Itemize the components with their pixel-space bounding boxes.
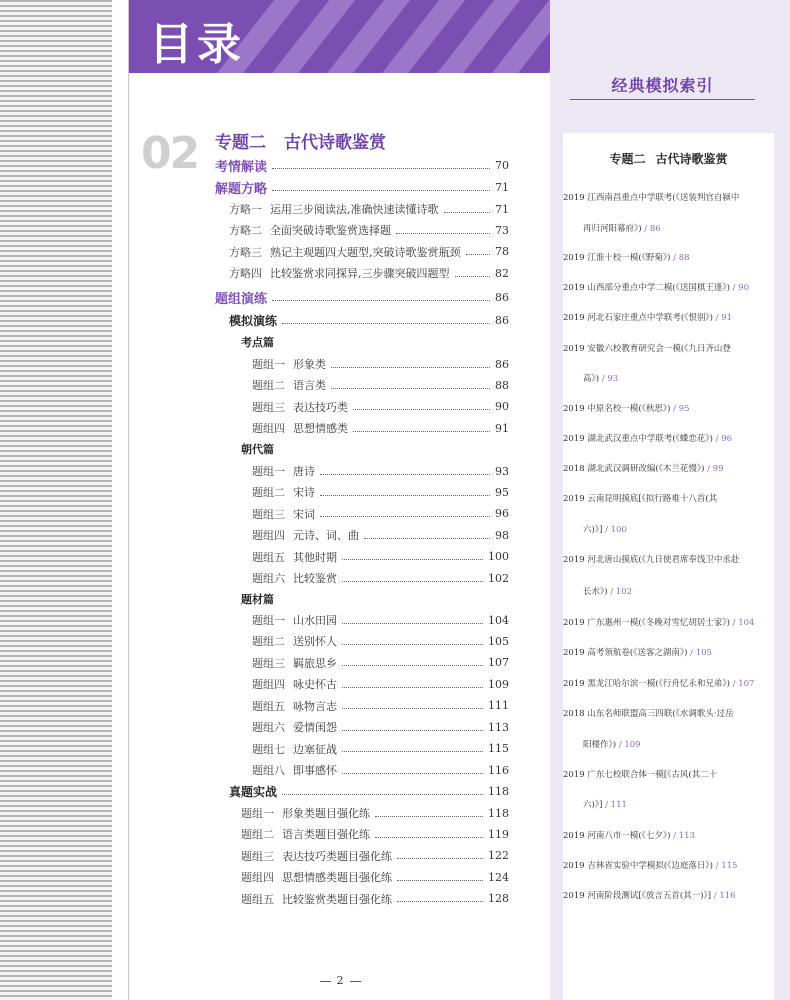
toc-group-text: 思想情感类题目强化练	[282, 871, 392, 885]
index-entry-page: / 96	[712, 434, 733, 444]
toc-subsection-label: 真题实战	[229, 784, 278, 799]
toc-group-label: 题组五	[252, 699, 285, 713]
toc-group-text: 语言类题目强化练	[282, 828, 370, 842]
dot-leader	[353, 409, 490, 410]
toc-group-text: 其他时期	[293, 550, 337, 564]
index-entry[interactable]	[563, 192, 763, 205]
dot-leader	[282, 323, 490, 324]
page-number: 2	[336, 974, 344, 987]
index-entry-text: 2018 湖北武汉调研改编(《木兰花慢》)	[563, 464, 705, 474]
toc-page-number: 105	[488, 634, 509, 648]
toc-entry-group[interactable]	[252, 547, 509, 567]
index-entry-text: 2019 江西南昌重点中学联考(《送装判官自颍中	[563, 193, 740, 203]
dot-leader	[320, 474, 490, 475]
page-title: 目录	[149, 19, 245, 70]
toc-part-chaodai: 朝代篇	[241, 443, 274, 456]
toc-entry-group[interactable]	[252, 760, 509, 780]
toc-group-label: 题组五	[252, 550, 285, 564]
toc-strategy-label: 方略三	[229, 245, 262, 259]
index-entry[interactable]	[563, 252, 763, 265]
index-entry-page: / 107	[729, 679, 755, 689]
toc-page-number: 104	[488, 613, 509, 627]
index-entry[interactable]	[563, 433, 763, 446]
toc-strategy-label: 方略二	[229, 224, 262, 238]
toc-group-text: 表达技巧类题目强化练	[282, 849, 392, 863]
index-entry-text: 2019 河北石家庄重点中学联考(《恨别》)	[563, 313, 713, 323]
index-entry-page: / 104	[729, 618, 755, 628]
index-panel	[550, 0, 790, 1000]
index-entry-text: 再归河阳幕府》)	[583, 224, 642, 234]
index-entry[interactable]	[563, 463, 763, 476]
toc-group-label: 题组四	[252, 529, 285, 543]
index-entry-text: 2019 河北唐山摸底(《九日使君席奉饯卫中丞赴	[563, 555, 740, 565]
index-entry-page: / 111	[602, 800, 627, 810]
toc-entry-group[interactable]	[252, 397, 509, 417]
toc-strategy-text: 熟记主观题四大题型,突破诗歌鉴赏瓶颈	[270, 245, 461, 259]
index-entry-page: / 100	[602, 525, 627, 535]
toc-entry-group[interactable]	[241, 824, 509, 844]
toc-group-label: 题组一	[252, 358, 285, 371]
toc-page-number: 98	[495, 528, 509, 542]
index-entry-page: / 90	[729, 283, 750, 293]
index-entry[interactable]	[583, 799, 783, 812]
toc-group-text: 送别怀人	[293, 635, 337, 649]
index-entry-page: / 115	[712, 861, 738, 871]
toc-entry-group[interactable]	[252, 375, 509, 395]
toc-entry-group[interactable]	[252, 717, 509, 737]
dot-leader	[444, 212, 491, 213]
binding-gap	[112, 0, 128, 1000]
index-entry-text: 2019 江淮十校一模(《野菊》)	[563, 253, 671, 263]
toc-entry-group[interactable]	[252, 739, 509, 759]
toc-entry-group[interactable]	[252, 354, 509, 374]
toc-page-number: 88	[495, 378, 509, 392]
toc-group-label: 题组二	[241, 828, 274, 842]
index-entry-text: 2019 高考领航卷(《送客之湖南》)	[563, 648, 688, 658]
index-entry-text: 2019 黑龙江哈尔滨一模(《行舟忆永和兄弟》)	[563, 679, 730, 689]
index-entry-page: / 109	[616, 740, 641, 750]
toc-group-text: 思想情感类	[293, 422, 348, 436]
index-entry-page: / 91	[712, 313, 733, 323]
index-entry-text: 六)》]	[583, 800, 603, 810]
dot-leader	[397, 880, 483, 881]
dot-leader	[375, 837, 483, 838]
index-entry-page: / 95	[670, 404, 690, 414]
dot-leader	[282, 794, 483, 795]
toc-page-number: 118	[488, 784, 509, 798]
index-entry-page: / 113	[670, 831, 695, 841]
toc-page-number: 93	[495, 464, 509, 478]
toc-entry-group[interactable]	[252, 674, 509, 694]
toc-page-number: 115	[488, 742, 509, 756]
toc-entry-group[interactable]	[241, 889, 509, 909]
index-entry[interactable]	[563, 860, 763, 873]
index-entry[interactable]	[583, 524, 783, 537]
title-banner	[129, 0, 551, 73]
toc-page-number: 113	[488, 720, 509, 734]
index-entry-text: 2019 广东七校联合体一模[《古风(其二十	[563, 770, 718, 780]
dot-leader	[342, 773, 483, 774]
dot-leader	[375, 816, 483, 817]
index-entry[interactable]	[563, 403, 763, 416]
index-topic-name: 古代诗歌鉴赏	[655, 152, 728, 166]
toc-group-label: 题组六	[252, 721, 285, 735]
index-entry[interactable]	[563, 493, 763, 506]
index-entry-page: / 88	[670, 253, 690, 263]
toc-group-text: 形象类	[293, 358, 326, 371]
index-entry-page: / 99	[704, 464, 724, 474]
toc-page-number: 111	[488, 699, 509, 713]
dot-leader	[342, 623, 483, 624]
index-entry[interactable]	[563, 830, 763, 843]
toc-group-text: 咏物言志	[293, 699, 337, 713]
toc-group-label: 题组一	[241, 807, 274, 820]
index-entry[interactable]	[563, 769, 763, 782]
toc-group-text: 元诗、词、曲	[293, 529, 359, 543]
index-entry-text: 2019 山西部分重点中学二模(《送国棋王逢》)	[563, 283, 730, 293]
toc-entry-group[interactable]	[252, 631, 509, 651]
toc-group-label: 题组二	[252, 486, 285, 500]
index-entry[interactable]	[563, 678, 763, 691]
toc-part-kaodian: 考点篇	[241, 336, 274, 349]
toc-page-number: 102	[488, 571, 509, 585]
toc-page-number: 116	[488, 763, 509, 777]
toc-page-number: 122	[488, 849, 509, 863]
toc-page-number: 128	[488, 892, 509, 906]
toc-page-number: 118	[488, 806, 509, 820]
dot-leader	[342, 559, 483, 560]
toc-entry-group[interactable]	[252, 610, 509, 630]
index-entry[interactable]	[583, 739, 783, 752]
toc-section-label: 考情解读	[215, 159, 268, 175]
toc-group-text: 爱情闺怨	[293, 721, 337, 735]
toc-group-text: 山水田园	[293, 614, 337, 627]
toc-entry-group[interactable]	[252, 568, 509, 588]
dot-leader	[272, 190, 490, 191]
toc-group-text: 宋词	[293, 507, 315, 521]
toc-group-label: 题组三	[241, 849, 274, 863]
index-entry[interactable]	[563, 708, 763, 721]
toc-page-number: 90	[495, 400, 509, 414]
toc-entry-group[interactable]	[241, 867, 509, 887]
toc-group-label: 题组二	[252, 635, 285, 649]
toc-strategy-text: 全面突破诗歌鉴赏选择题	[270, 224, 391, 238]
index-entry-text: 高》)	[583, 374, 600, 384]
binding-stripes	[0, 0, 112, 1000]
index-entry-text: 2018 山东名师联盟高三四联(《水调歌头·过岳	[563, 709, 734, 719]
index-entry-text: 2019 河南八市一模(《七夕》)	[563, 831, 671, 841]
index-entry-page: / 102	[607, 587, 633, 597]
dot-leader	[466, 254, 491, 255]
toc-part-ticai: 题材篇	[241, 593, 274, 606]
dot-leader	[353, 431, 490, 432]
index-topic	[563, 150, 774, 167]
toc-group-text: 比较鉴赏类题目强化练	[282, 892, 392, 906]
toc-group-text: 形象类题目强化练	[282, 807, 370, 820]
index-entry-text: 2019 安徽六校教育研究会一模(《九日齐山登	[563, 344, 731, 354]
dot-leader	[342, 644, 483, 645]
dot-leader	[342, 687, 483, 688]
toc-page-number: 86	[495, 313, 509, 327]
dot-leader	[397, 858, 483, 859]
page-footer	[129, 974, 551, 987]
toc-page-number: 107	[488, 656, 509, 670]
dot-leader	[364, 538, 490, 539]
index-entry[interactable]	[563, 890, 763, 903]
index-entry[interactable]	[563, 554, 763, 567]
index-card	[563, 133, 774, 1000]
toc-page-number: 70	[495, 158, 509, 172]
index-entry[interactable]	[563, 282, 763, 295]
index-entry-text: 2019 河南阶段测试[《放言五首(其一)》]	[563, 891, 712, 901]
index-entry[interactable]	[563, 617, 763, 630]
toc-page	[128, 0, 551, 1000]
toc-page-number: 71	[495, 180, 509, 194]
toc-page-number: 73	[495, 223, 509, 237]
toc-entry-group[interactable]	[252, 525, 509, 545]
toc-entry-kaoqing[interactable]	[215, 155, 509, 175]
index-entry-page: / 105	[687, 648, 712, 658]
toc-page-number: 96	[495, 507, 509, 521]
index-title: 经典模拟索引	[611, 76, 714, 95]
toc-entry-group[interactable]	[252, 418, 509, 438]
dot-leader	[331, 367, 490, 368]
toc-entry-zhenti[interactable]	[229, 781, 509, 801]
chapter-name: 古代诗歌鉴赏	[284, 133, 386, 153]
index-entry[interactable]	[583, 373, 783, 386]
index-entry[interactable]	[563, 647, 763, 660]
toc-group-text: 唐诗	[293, 465, 315, 478]
dot-leader	[342, 751, 483, 752]
index-entry-text: 六)》]	[583, 525, 603, 535]
toc-group-text: 羁旅思乡	[293, 656, 337, 670]
toc-group-text: 表达技巧类	[293, 400, 348, 414]
toc-entry-strategy[interactable]	[229, 199, 509, 219]
toc-page-number: 82	[495, 266, 509, 280]
chapter-title	[215, 128, 386, 153]
toc-group-text: 边塞征战	[293, 742, 337, 756]
dot-leader	[396, 233, 490, 234]
toc-group-label: 题组六	[252, 572, 285, 586]
dot-leader	[342, 665, 483, 666]
toc-strategy-text: 运用三步阅读法,准确快速读懂诗歌	[270, 203, 439, 216]
toc-group-text: 咏史怀古	[293, 678, 337, 692]
toc-entry-group[interactable]	[252, 504, 509, 524]
index-entry-page: / 86	[641, 224, 661, 234]
toc-group-label: 题组四	[241, 871, 274, 885]
toc-entry-group[interactable]	[252, 653, 509, 673]
index-entry-text: 阳楼作》)	[583, 740, 617, 750]
index-entry-text: 2019 吉林省实验中学模拟(《边庭落日》)	[563, 861, 713, 871]
index-entry-text: 长水》)	[583, 587, 608, 597]
toc-strategy-text: 比较鉴赏求同探异,三步骤突破四题型	[270, 267, 450, 281]
toc-group-label: 题组一	[252, 614, 285, 627]
toc-entry-strategy[interactable]	[229, 263, 509, 283]
index-title-rule	[570, 99, 755, 100]
toc-section-label: 解题方略	[215, 181, 268, 197]
toc-group-text: 比较鉴赏	[293, 572, 337, 586]
index-entry-text: 2019 云南昆明摸底[《拟行路难十八首(其	[563, 494, 718, 504]
toc-group-label: 题组四	[252, 678, 285, 692]
toc-page-number: 95	[495, 485, 509, 499]
index-entry-text: 2019 中原名校一模(《秋思》)	[563, 404, 671, 414]
toc-entry-group[interactable]	[241, 803, 509, 823]
index-topic-label: 专题二	[609, 152, 646, 166]
toc-group-text: 即事感怀	[293, 764, 337, 778]
dot-leader	[342, 581, 483, 582]
index-entry[interactable]	[563, 312, 763, 325]
toc-page-number: 100	[488, 550, 509, 564]
dot-leader	[397, 901, 483, 902]
toc-subsection-label: 模拟演练	[229, 313, 278, 328]
toc-group-label: 题组四	[252, 422, 285, 436]
toc-entry-group[interactable]	[252, 696, 509, 716]
toc-group-text: 语言类	[293, 379, 326, 393]
index-entry-text: 2019 湖北武汉重点中学联考(《蝶恋花》)	[563, 434, 713, 444]
toc-page-number: 86	[495, 357, 509, 371]
toc-page-number: 109	[488, 677, 509, 691]
toc-page-number: 71	[495, 202, 509, 216]
dot-leader	[320, 495, 490, 496]
toc-entry-jieti[interactable]	[215, 177, 509, 197]
toc-page-number: 124	[488, 870, 509, 884]
toc-section-label: 题组演练	[215, 291, 268, 307]
index-entry[interactable]	[563, 343, 763, 356]
toc-entry-group[interactable]	[241, 846, 509, 866]
toc-group-label: 题组七	[252, 742, 285, 756]
toc-entry-group[interactable]	[252, 461, 509, 481]
toc-page-number: 119	[488, 827, 509, 841]
toc-entry-strategy[interactable]	[229, 242, 509, 262]
index-entry[interactable]	[583, 586, 783, 599]
dot-leader	[342, 730, 483, 731]
dot-leader	[455, 276, 491, 277]
toc-group-label: 题组八	[252, 764, 285, 778]
index-entry[interactable]	[583, 223, 783, 236]
index-entry-page: / 116	[711, 891, 736, 901]
chapter-label: 专题二	[215, 133, 266, 153]
toc-entry-strategy[interactable]	[229, 220, 509, 240]
index-entry-text: 2019 广东惠州一模(《冬晚对雪忆胡居士家》)	[563, 618, 730, 628]
toc-page-number: 86	[495, 290, 509, 304]
chapter-number: 02	[141, 128, 199, 179]
index-entry-page: / 93	[599, 374, 619, 384]
toc-strategy-label: 方略一	[229, 203, 262, 216]
dot-leader	[331, 388, 490, 389]
toc-entry-group[interactable]	[252, 482, 509, 502]
toc-group-label: 题组一	[252, 465, 285, 478]
toc-group-label: 题组二	[252, 379, 285, 393]
toc-page-number: 78	[495, 245, 509, 259]
toc-group-text: 宋诗	[293, 486, 315, 500]
toc-entry-mock[interactable]	[229, 310, 509, 330]
toc-group-label: 题组三	[252, 507, 285, 521]
dot-leader	[272, 168, 490, 169]
dot-leader	[272, 300, 490, 301]
dot-leader	[320, 516, 490, 517]
toc-group-label: 题组三	[252, 656, 285, 670]
toc-group-label: 题组三	[252, 400, 285, 414]
toc-strategy-label: 方略四	[229, 267, 262, 281]
toc-group-label: 题组五	[241, 892, 274, 906]
toc-entry-group-practice[interactable]	[215, 287, 509, 307]
toc-page-number: 91	[495, 421, 509, 435]
dot-leader	[342, 708, 483, 709]
